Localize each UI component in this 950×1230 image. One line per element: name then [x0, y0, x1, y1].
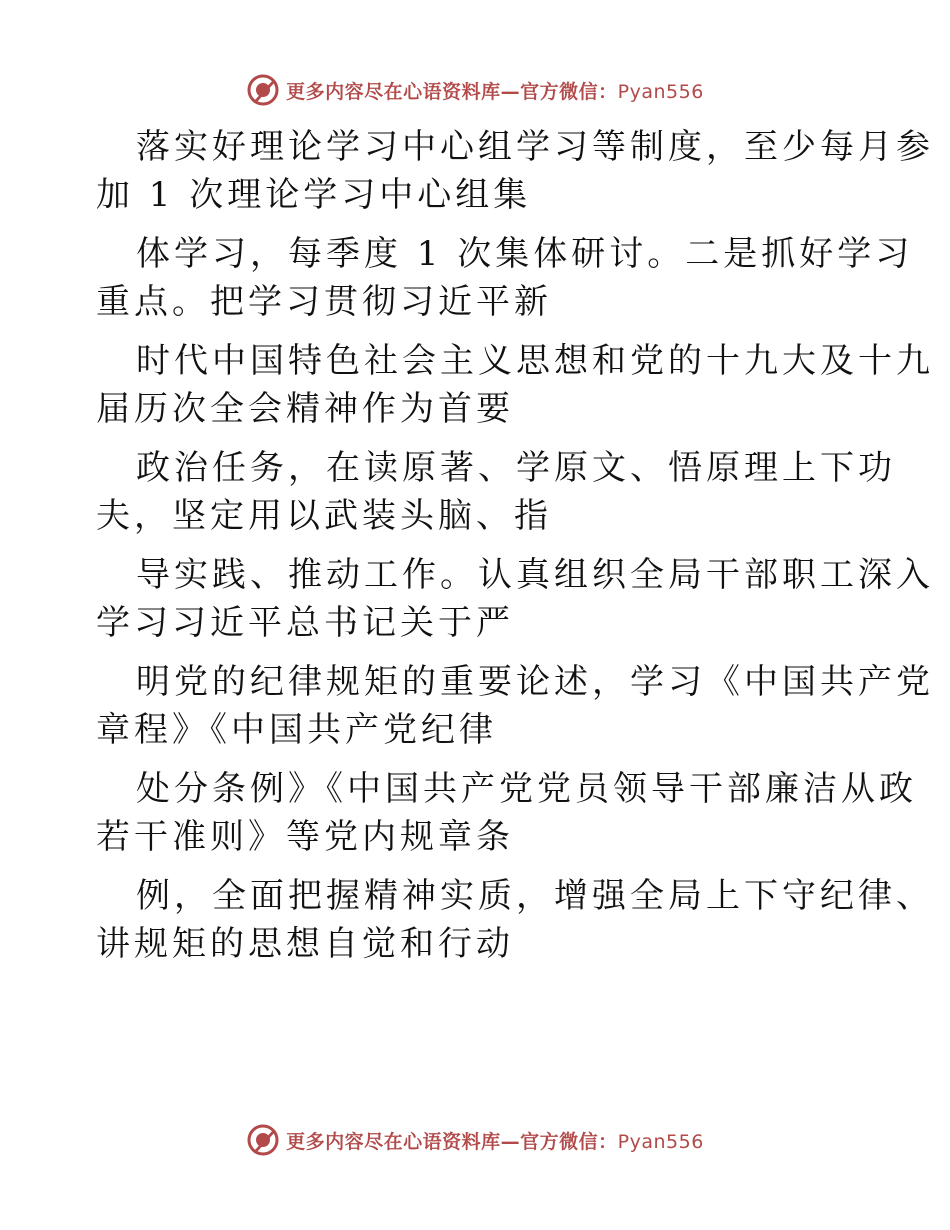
footer-banner-text: 更多内容尽在心语资料库—官方微信：Pyan556: [286, 1130, 704, 1153]
body-line: 政治任务，在读原著、学原文、悟原理上下功: [136, 448, 896, 488]
pen-logo-icon: [246, 73, 280, 107]
body-line: 届历次全会精神作为首要: [96, 389, 514, 429]
document-body: [96, 123, 934, 979]
footer-banner: [0, 1120, 950, 1160]
header-banner: [0, 70, 950, 110]
body-line: 体学习，每季度 1 次集体研讨。二是抓好学习: [136, 234, 914, 274]
body-line: 夫，坚定用以武装头脑、指: [96, 496, 552, 536]
body-line: 落实好理论学习中心组学习等制度，至少每月参: [136, 127, 934, 167]
pen-logo-icon: [246, 1123, 280, 1157]
body-line: 例，全面把握精神实质，增强全局上下守纪律、: [136, 876, 934, 916]
body-line: 导实践、推动工作。认真组织全局干部职工深入: [136, 555, 934, 595]
header-banner-text: 更多内容尽在心语资料库—官方微信：Pyan556: [286, 80, 704, 103]
body-line: 时代中国特色社会主义思想和党的十九大及十九: [136, 341, 934, 381]
body-line: 若干准则》等党内规章条: [96, 817, 514, 857]
body-line: 章程》《中国共产党纪律: [96, 710, 497, 750]
body-line: 讲规矩的思想自觉和行动: [96, 924, 514, 964]
body-line: 处分条例》《中国共产党党员领导干部廉洁从政: [136, 769, 917, 809]
body-line: 加 1 次理论学习中心组集: [96, 175, 532, 215]
body-line: 重点。把学习贯彻习近平新: [96, 282, 552, 322]
body-line: 明党的纪律规矩的重要论述，学习《中国共产党: [136, 662, 934, 702]
body-line: 学习习近平总书记关于严: [96, 603, 514, 643]
